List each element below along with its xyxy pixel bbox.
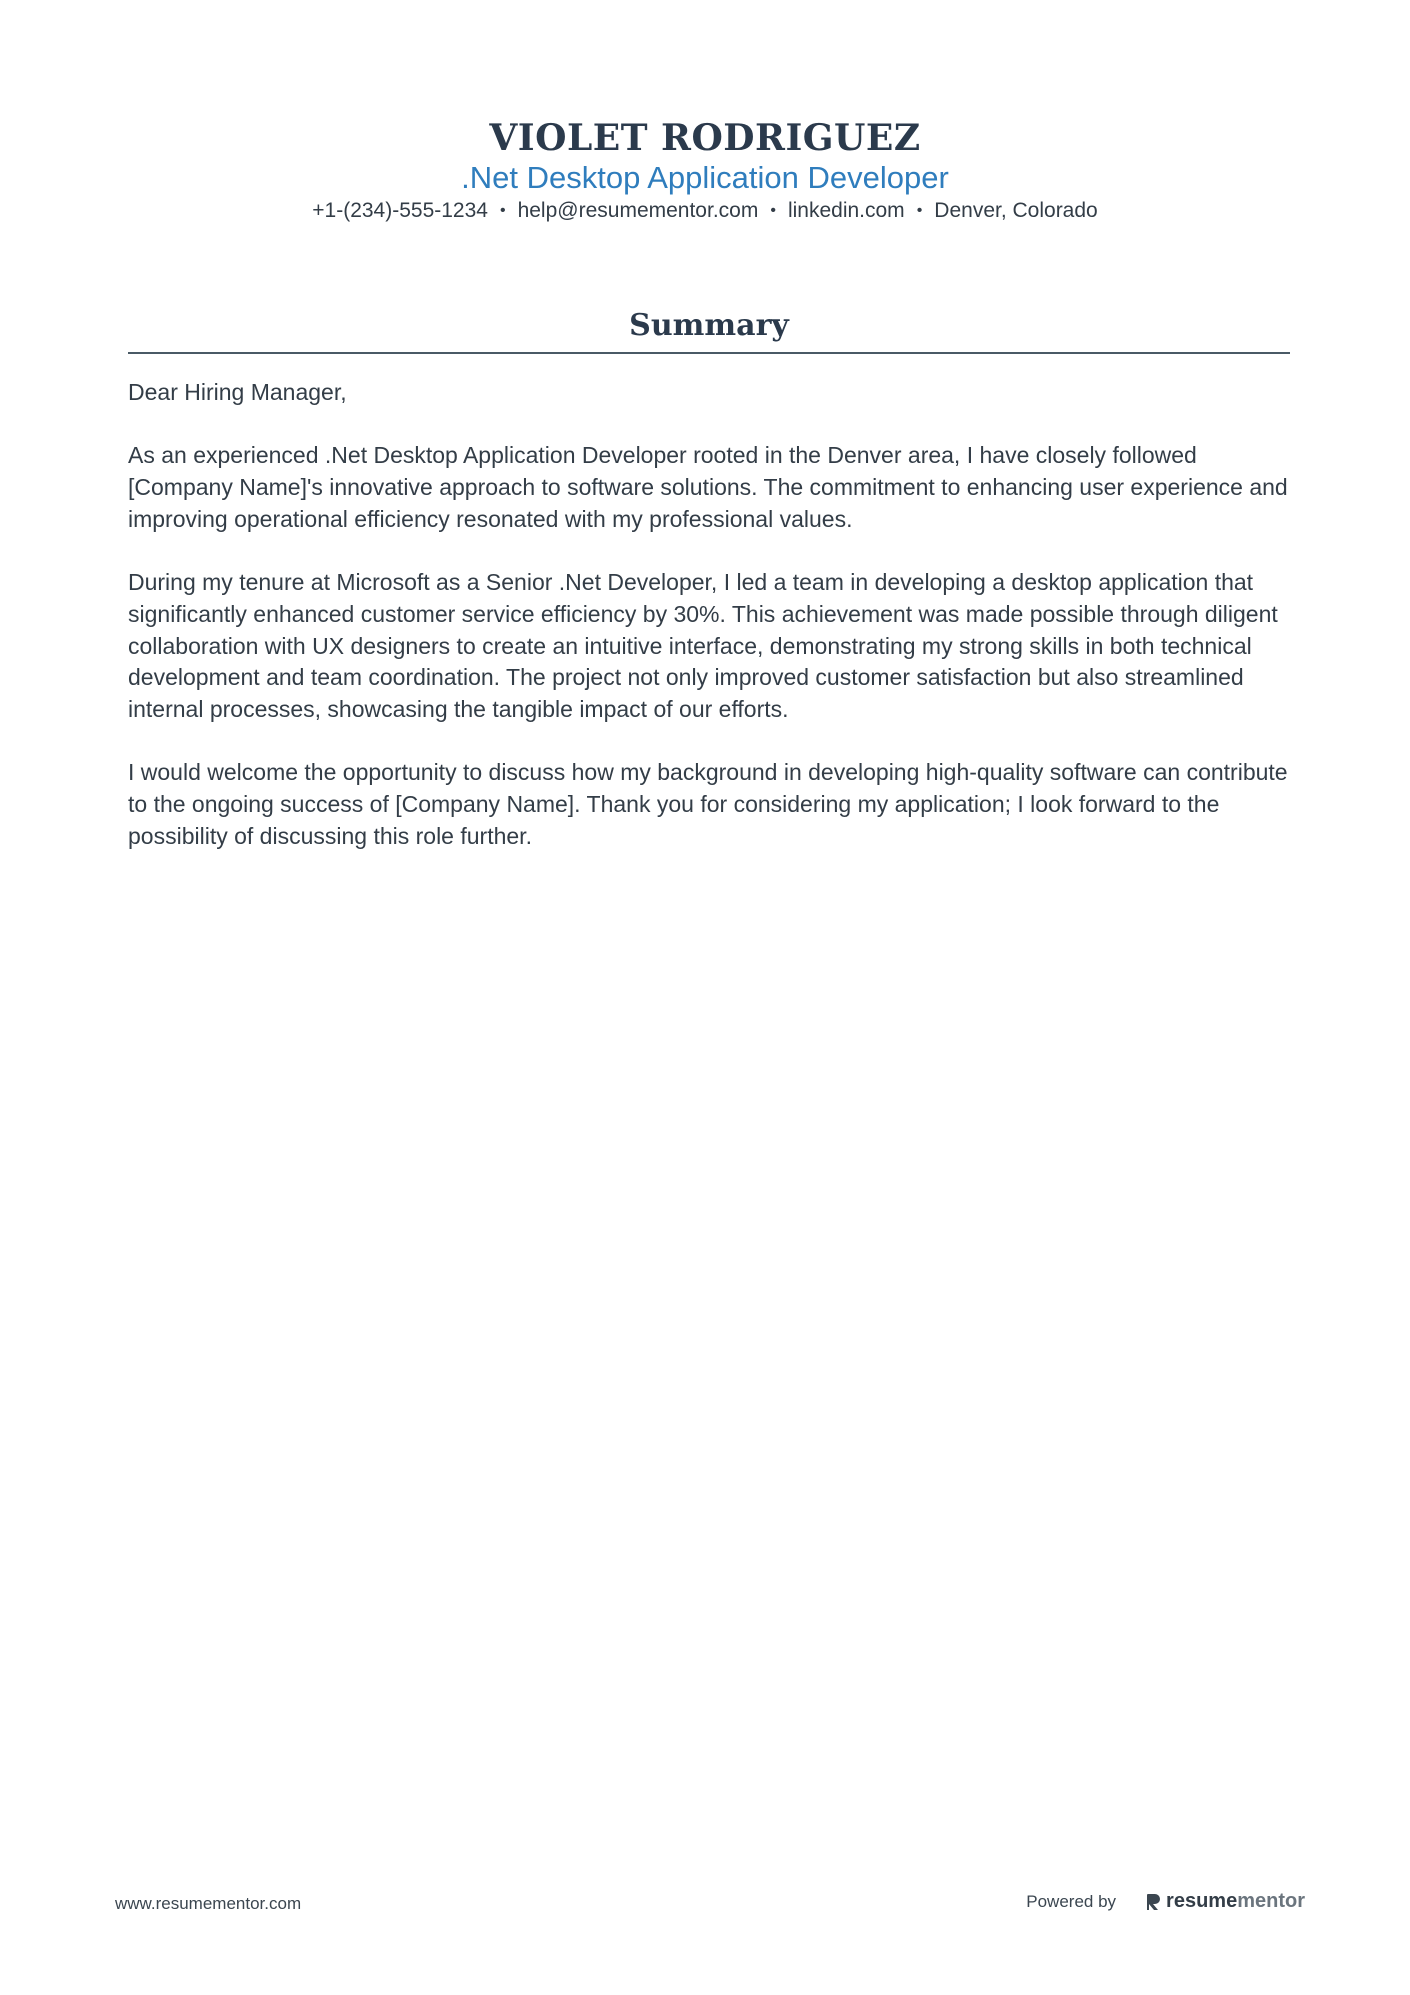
letter-paragraph: I would welcome the opportunity to discuss how my background in developing high-quality software can contribute to the ongoing success of [Company Name]. Thank you for considering my application; I look forward to the possibility of discussing this role further.: [128, 759, 1288, 849]
contact-website[interactable]: linkedin.com: [787, 199, 905, 222]
brand-name-bold: resume: [1166, 1890, 1238, 1912]
letter-paragraph: As an experienced .Net Desktop Application Developer rooted in the Denver area, I have closely followed [Company Name]'s innovative approach to software solutions. The commitment to enhancing user experience and improving operational efficiency resonated with my professional values.: [128, 442, 1288, 532]
footer-website[interactable]: www.resumementor.com: [115, 1894, 302, 1913]
letter-body: [128, 377, 1290, 853]
salutation: Dear Hiring Manager,: [128, 379, 347, 405]
footer-branding: [1026, 1890, 1305, 1913]
powered-by-label: Powered by: [1026, 1891, 1117, 1911]
section-heading: Summary: [128, 306, 1290, 354]
candidate-name: VIOLET RODRIGUEZ: [489, 117, 921, 159]
brand-name-light: mentor: [1237, 1890, 1305, 1912]
contact-phone: +1-(234)-555-1234: [312, 199, 488, 222]
contact-separator: •: [770, 202, 776, 219]
contact-line: [0, 198, 1410, 226]
brand-logo[interactable]: [1146, 1890, 1305, 1913]
summary-section: [128, 306, 1290, 884]
contact-separator: •: [916, 202, 923, 219]
job-title: .Net Desktop Application Developer: [461, 160, 949, 195]
resumementor-logo-icon: [1146, 1892, 1162, 1912]
contact-separator: •: [499, 202, 506, 219]
contact-location: Denver, Colorado: [934, 199, 1098, 222]
resume-header: [0, 116, 1410, 226]
contact-email[interactable]: help@resumementor.com: [517, 199, 759, 222]
letter-paragraph: During my tenure at Microsoft as a Senior .Net Developer, I led a team in developing a desktop application that significantly enhanced customer service efficiency by 30%. This achievement was made possible through diligent collaboration with UX designers to create an intuitive interface, demonstrating my strong skills in both technical development and team coordination. The project not only improved customer satisfaction but also streamlined internal processes, showcasing the tangible impact of our efforts.: [128, 569, 1278, 722]
